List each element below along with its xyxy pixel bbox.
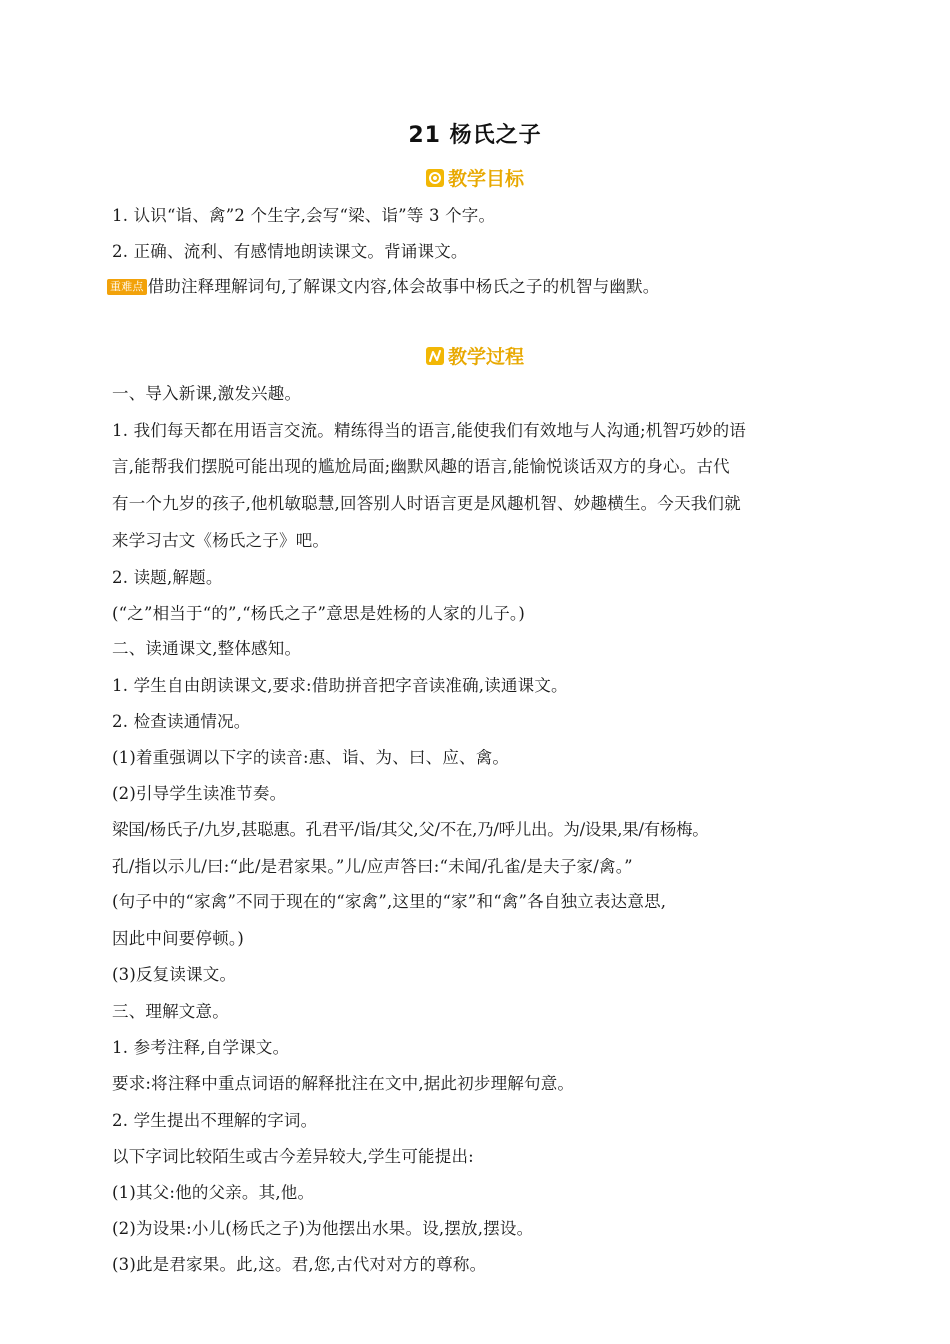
process-icon — [426, 347, 444, 365]
process-line: 有一个九岁的孩子,他机敏聪慧,回答别人时语言更是风趣机智、妙趣横生。今天我们就 — [112, 494, 741, 513]
process-line: 二、读通课文,整体感知。 — [112, 639, 302, 658]
key-point-text: 借助注释理解词句,了解课文内容,体会故事中杨氏之子的机智与幽默。 — [147, 277, 660, 296]
section-heading-process-label: 教学过程 — [447, 346, 524, 368]
process-line: 1. 我们每天都在用语言交流。精练得当的语言,能使我们有效地与人沟通;机智巧妙的语 — [112, 421, 746, 440]
page-title: 21 杨氏之子 — [408, 123, 542, 148]
key-point-line — [107, 276, 850, 298]
process-line: 2. 检查读通情况。 — [112, 712, 251, 731]
section-heading-goals — [0, 164, 950, 191]
process-line: 一、导入新课,激发兴趣。 — [112, 384, 302, 403]
process-line: (3)反复读课文。 — [112, 965, 237, 984]
process-line: 1. 学生自由朗读课文,要求:借助拼音把字音读准确,读通课文。 — [112, 676, 568, 695]
process-line: (2)为设果:小儿(杨氏之子)为他摆出水果。设,摆放,摆设。 — [112, 1219, 534, 1238]
section-heading-goals-label: 教学目标 — [447, 168, 524, 190]
section-heading-process — [0, 342, 950, 369]
process-line: 来学习古文《杨氏之子》吧。 — [112, 531, 330, 550]
process-line: 孔/指以示儿/曰:“此/是君家果。”儿/应声答曰:“未闻/孔雀/是夫子家/禽。” — [112, 857, 633, 876]
process-line: 因此中间要停顿。) — [112, 929, 244, 948]
process-line: (3)此是君家果。此,这。君,您,古代对对方的尊称。 — [112, 1255, 487, 1274]
process-line: (2)引导学生读准节奏。 — [112, 784, 287, 803]
goal-item: 1. 认识“诣、禽”2 个生字,会写“梁、诣”等 3 个字。 — [112, 206, 496, 225]
process-line: 2. 学生提出不理解的字词。 — [112, 1111, 318, 1130]
process-line: (1)着重强调以下字的读音:惠、诣、为、曰、应、禽。 — [112, 748, 510, 767]
goal-item: 2. 正确、流利、有感情地朗读课文。背诵课文。 — [112, 242, 468, 261]
target-icon — [426, 169, 444, 187]
process-line: 要求:将注释中重点词语的解释批注在文中,据此初步理解句意。 — [112, 1074, 575, 1093]
process-line: 以下字词比较陌生或古今差异较大,学生可能提出: — [112, 1147, 474, 1166]
process-line: 三、理解文意。 — [112, 1002, 229, 1021]
process-line: 2. 读题,解题。 — [112, 568, 223, 587]
key-point-badge: 重难点 — [107, 279, 147, 295]
process-line: (“之”相当于“的”,“杨氏之子”意思是姓杨的人家的儿子。) — [112, 604, 525, 623]
process-line: (句子中的“家禽”不同于现在的“家禽”,这里的“家”和“禽”各自独立表达意思, — [112, 892, 667, 911]
process-line: 梁国/杨氏子/九岁,甚聪惠。孔君平/诣/其父,父/不在,乃/呼儿出。为/设果,果/有杨梅。 — [112, 820, 709, 839]
process-line: 言,能帮我们摆脱可能出现的尴尬局面;幽默风趣的语言,能愉悦谈话双方的身心。古代 — [112, 457, 730, 476]
process-line: 1. 参考注释,自学课文。 — [112, 1038, 290, 1057]
process-line: (1)其父:他的父亲。其,他。 — [112, 1183, 315, 1202]
